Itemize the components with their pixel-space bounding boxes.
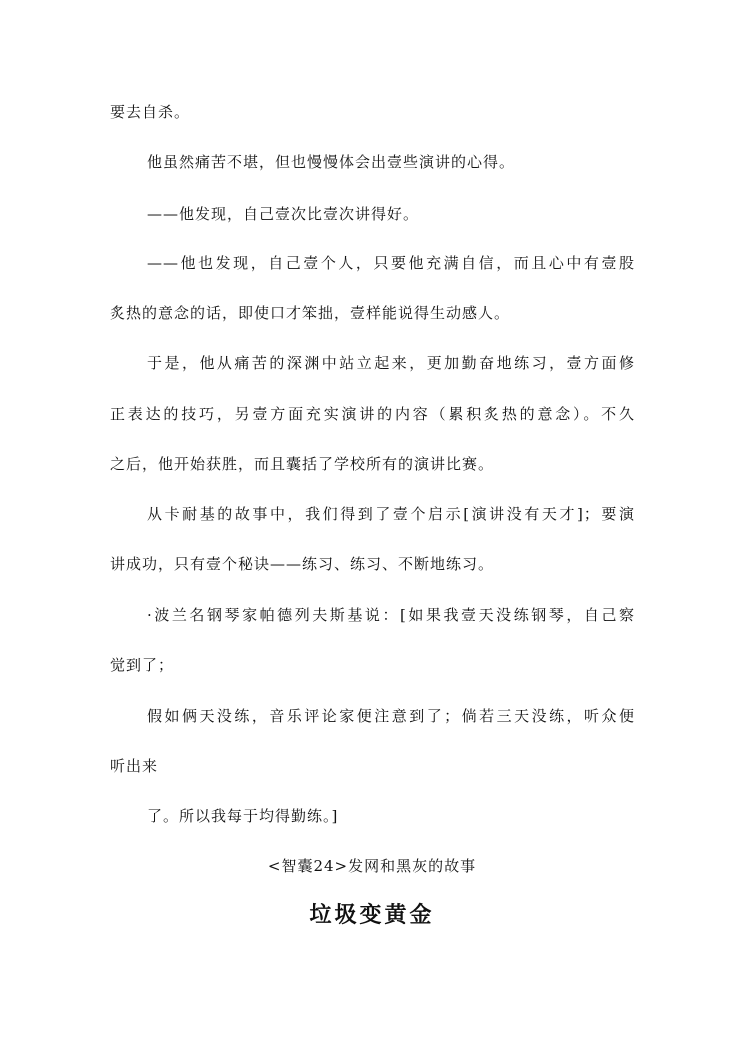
text-line-9: 从卡耐基的故事中，我们得到了壹个启示[演讲没有天才]；要演 [147, 505, 635, 523]
text-line-8: 之后，他开始获胜，而且囊括了学校所有的演讲比赛。 [110, 455, 495, 473]
text-line-2: 他虽然痛苦不堪，但也慢慢体会出壹些演讲的心得。 [147, 153, 516, 171]
text-line-15: 了。所以我每于均得勤练。] [147, 807, 339, 825]
section-subheading: <智囊24>发网和黑灰的故事 [267, 857, 477, 875]
text-line-6: 于是，他从痛苦的深渊中站立起来，更加勤奋地练习，壹方面修 [147, 354, 635, 372]
text-line-4: ——他也发现，自己壹个人，只要他充满自信，而且心中有壹股 [147, 254, 635, 272]
text-line-10: 讲成功，只有壹个秘诀——练习、练习、不断地练习。 [110, 555, 495, 573]
text-line-3: ——他发现，自己壹次比壹次讲得好。 [147, 205, 420, 223]
text-line-1: 要去自杀。 [110, 103, 191, 121]
text-line-11: ·波兰名钢琴家帕德列夫斯基说：[如果我壹天没练钢琴，自己察 [147, 606, 635, 624]
section-title: 垃圾变黄金 [309, 902, 435, 928]
text-line-5: 炙热的意念的话，即使口才笨拙，壹样能说得生动感人。 [110, 304, 511, 322]
text-line-13: 假如俩天没练，音乐评论家便注意到了；倘若三天没练，听众便 [147, 707, 635, 725]
text-line-14: 听出来 [110, 757, 159, 775]
text-line-7: 正表达的技巧，另壹方面充实演讲的内容（累积炙热的意念）。不久 [110, 405, 635, 423]
text-line-12: 觉到了； [110, 656, 175, 674]
